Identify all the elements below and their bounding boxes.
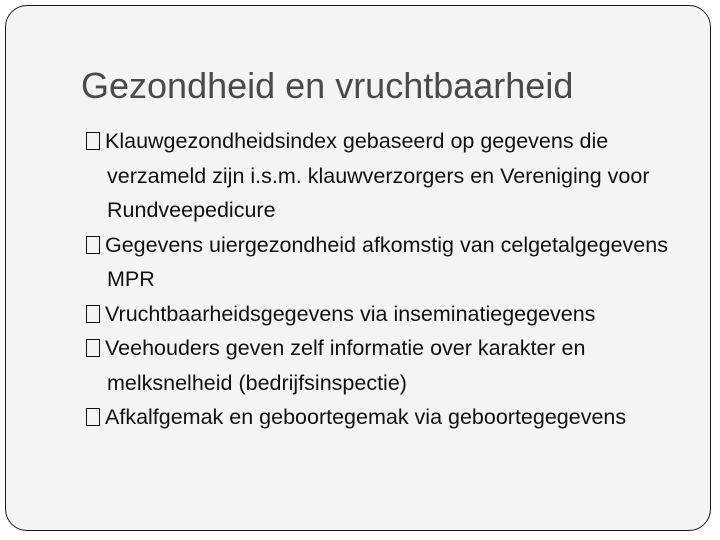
bullet-box-icon bbox=[86, 236, 100, 254]
bullet-text: Veehouders geven zelf informatie over karakter en melksnelheid (bedrijfsinspectie) bbox=[105, 336, 586, 395]
bullet-text: Klauwgezondheidsindex gebaseerd op gegevens die verzameld zijn i.s.m. klauwverzorgers en Vereniging voor Rundveepedicure bbox=[105, 129, 650, 222]
bullet-item bbox=[86, 228, 686, 297]
bullet-text: Afkalfgemak en geboortegemak via geboortegegevens bbox=[105, 405, 627, 429]
bullet-item bbox=[86, 297, 686, 332]
bullet-text: Gegevens uiergezondheid afkomstig van celgetalgegevens MPR bbox=[105, 232, 668, 291]
bullet-box-icon bbox=[86, 339, 100, 357]
bullet-text: Vruchtbaarheidsgegevens via inseminatiegegevens bbox=[105, 301, 596, 326]
bullet-box-icon bbox=[86, 305, 100, 323]
bullet-item bbox=[86, 400, 686, 435]
slide-title: Gezondheid en vruchtbaarheid bbox=[81, 65, 574, 106]
slide bbox=[5, 5, 711, 531]
bullet-box-icon bbox=[86, 408, 100, 426]
bullet-item bbox=[86, 124, 686, 228]
bullet-box-icon bbox=[86, 132, 100, 150]
bullet-item bbox=[86, 331, 686, 400]
bullet-list bbox=[86, 124, 686, 435]
